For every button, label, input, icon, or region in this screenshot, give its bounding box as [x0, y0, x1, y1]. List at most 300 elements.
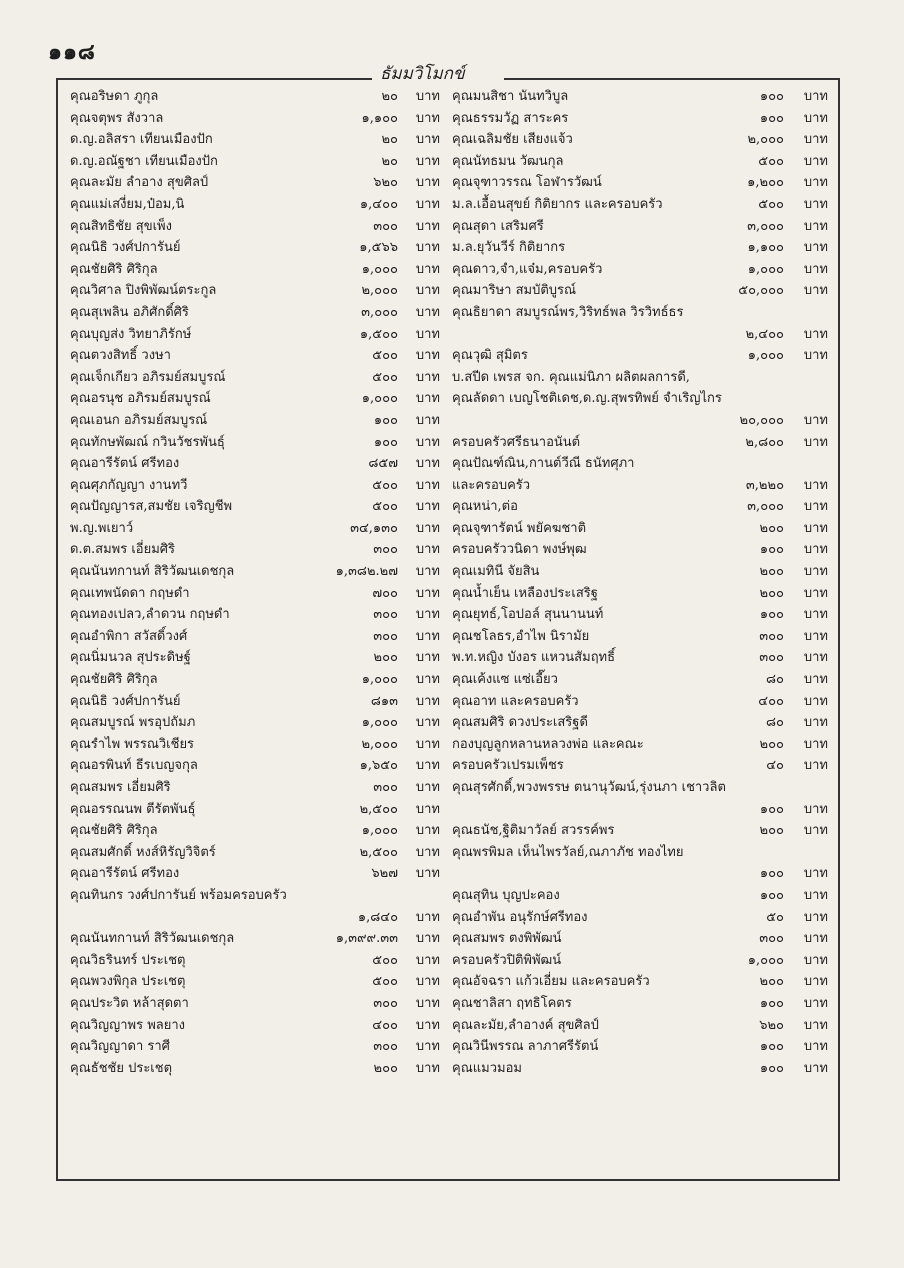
donation-amount: ๒๐๐	[373, 650, 398, 666]
donor-name: คุณมาริษา สมบัติบูรณ์	[452, 283, 577, 299]
currency-unit: บาท	[415, 1017, 440, 1033]
currency-unit: บาท	[803, 261, 828, 277]
donation-amount: ๒๐๐	[759, 974, 784, 990]
donation-amount: ๗๐๐	[372, 585, 398, 601]
currency-unit: บาท	[803, 607, 828, 623]
donation-amount: ๕๐	[766, 909, 784, 925]
currency-unit: บาท	[415, 844, 440, 860]
currency-unit: บาท	[803, 952, 828, 968]
donation-amount: ๒๐,๐๐๐	[739, 412, 784, 428]
donor-name: คุณสุดา เสริมศรี	[452, 218, 544, 234]
donor-name: คุณวุฒิ สุมิตร	[452, 348, 528, 364]
donor-row	[452, 172, 832, 194]
donor-row	[452, 259, 832, 281]
donation-amount: ๕๐๐	[372, 477, 398, 493]
donation-amount: ๑,๐๐๐	[361, 715, 398, 731]
currency-unit: บาท	[415, 823, 440, 839]
donor-name: คุณอารีรัตน์ ศรีทอง	[70, 866, 180, 882]
donor-row	[452, 129, 832, 151]
currency-unit: บาท	[415, 218, 440, 234]
donor-row	[70, 324, 440, 346]
currency-unit: บาท	[803, 412, 828, 428]
donation-amount: ๑,๑๐๐	[747, 240, 784, 256]
currency-unit: บาท	[803, 866, 828, 882]
running-header: ธัมมวิโมกข์	[380, 64, 465, 84]
donor-name: คุณธิยาดา สมบูรณ์พร,วิริทธ์พล วิรวิทธ์ธร	[452, 304, 684, 320]
currency-unit: บาท	[415, 153, 440, 169]
donor-name: คุณชัยศิริ ศิริกุล	[70, 823, 158, 839]
currency-unit: บาท	[415, 974, 440, 990]
currency-unit: บาท	[803, 564, 828, 580]
currency-unit: บาท	[803, 1017, 828, 1033]
donor-row	[70, 863, 440, 885]
donor-row	[70, 604, 440, 626]
donation-amount: ๓๔,๑๓๐	[350, 520, 398, 536]
donor-row	[70, 453, 440, 475]
currency-unit: บาท	[415, 801, 440, 817]
donor-row	[452, 432, 832, 454]
donor-name: คุณแม่เสงี่ยม,ป๋อม,นิ	[70, 196, 185, 212]
currency-unit: บาท	[803, 175, 828, 191]
donor-row	[452, 496, 832, 518]
currency-unit: บาท	[803, 110, 828, 126]
donor-row	[70, 172, 440, 194]
donor-name: คุณอำพิกา สวัสดิ์วงศ์	[70, 628, 188, 644]
currency-unit: บาท	[803, 1039, 828, 1055]
donor-row	[452, 475, 832, 497]
currency-unit: บาท	[803, 715, 828, 731]
donor-name: คุณตวงสิทธิ์ วงษา	[70, 348, 171, 364]
donation-amount: ๑,๐๐๐	[747, 261, 784, 277]
donation-amount: ๖๒๐	[759, 1017, 784, 1033]
donor-name: คุณวิญญาพร พลยาง	[70, 1017, 185, 1033]
currency-unit: บาท	[803, 153, 828, 169]
donor-name: คุณสมบูรณ์ พรอุปถัมภ	[70, 715, 196, 731]
donor-row	[70, 194, 440, 216]
currency-unit: บาท	[803, 628, 828, 644]
currency-unit: บาท	[803, 585, 828, 601]
donation-amount: ๓๐๐	[373, 780, 398, 795]
currency-unit: บาท	[415, 477, 440, 493]
currency-unit: บาท	[415, 261, 440, 277]
donation-amount: ๓๐๐	[373, 995, 398, 1011]
donor-row	[70, 950, 440, 972]
donor-row	[70, 410, 440, 432]
donor-name: คุณนัทธมน วัฒนกุล	[452, 153, 564, 169]
currency-unit: บาท	[415, 434, 440, 450]
donor-name: คุณสิทธิชัย สุขเพ็ง	[70, 218, 172, 234]
donor-row	[70, 432, 440, 454]
currency-unit: บาท	[415, 672, 440, 688]
donor-name: คุณนิ่มนวล สุประดิษฐ์	[70, 650, 191, 666]
donor-row	[452, 863, 832, 885]
donor-name: ครอบครัวปิติพิพัฒน์	[452, 952, 562, 968]
donor-name: คุณจุฑาวรรณ โอฬารวัฒน์	[452, 175, 602, 191]
donation-amount: ๒๐๐	[759, 564, 784, 580]
donor-name: คุณวิญญาดา ราศี	[70, 1039, 170, 1055]
donor-name: คุณบุญส่ง วิทยาภิรักษ์	[70, 326, 192, 342]
donor-name: คุณอรพินท์ ธีรเบญจกุล	[70, 758, 198, 774]
donor-row	[70, 108, 440, 130]
donor-name: คุณทักษพัฒณ์ กวินวัชรพันธุ์	[70, 434, 225, 450]
currency-unit: บาท	[415, 995, 440, 1011]
donation-amount: ๕๐๐	[758, 153, 784, 169]
currency-unit: บาท	[415, 456, 440, 472]
currency-unit: บาท	[803, 650, 828, 666]
donation-amount: ๒๐	[381, 89, 398, 104]
donor-row	[70, 1058, 440, 1080]
donation-amount: ๒๐๐	[759, 585, 784, 601]
donation-amount: ๒,๕๐๐	[359, 844, 398, 860]
donor-name: คุณนิธิ วงศ์ปการันย์	[70, 240, 181, 256]
currency-unit: บาท	[803, 283, 828, 299]
donor-name: คุณธัชชัย ประเชตุ	[70, 1060, 173, 1076]
donation-amount: ๒๐๐	[759, 736, 784, 752]
donation-amount: ๕๐๐	[372, 974, 398, 990]
donor-row	[452, 194, 832, 216]
donor-row	[452, 86, 832, 108]
donor-name: คุณสมพร เอี่ยมศิริ	[70, 780, 171, 795]
donation-amount: ๓,๒๒๐	[745, 477, 784, 493]
donor-row	[70, 129, 440, 151]
donation-amount: ๑๐๐	[759, 887, 784, 903]
donation-amount: ๕๐๐	[372, 499, 398, 515]
currency-unit: บาท	[803, 672, 828, 688]
currency-unit: บาท	[415, 715, 440, 731]
donation-amount: ๕๐๐	[372, 348, 398, 364]
currency-unit: บาท	[415, 89, 440, 104]
donor-row	[70, 993, 440, 1015]
donation-amount: ๑๐๐	[759, 1039, 784, 1055]
donor-name: คุณพรพิมล เห็นไพรวัลย์,ณภาภัช ทองไทย	[452, 844, 684, 860]
donor-name: คุณอรนุช อภิรมย์สมบูรณ์	[70, 391, 211, 407]
currency-unit: บาท	[415, 1039, 440, 1055]
donor-name: ครอบครัววนิดา พงษ์พุฒ	[452, 542, 587, 558]
donation-amount: ๑๐๐	[759, 866, 784, 882]
donor-name: คุณลัดดา เบญโชติเดช,ด.ญ.สุพรทิพย์ จำเริญไกร	[452, 391, 722, 407]
donation-amount: ๓๐๐	[373, 607, 398, 623]
currency-unit: บาท	[803, 434, 828, 450]
page-number: ๑๑๘	[48, 39, 96, 65]
currency-unit: บาท	[415, 628, 440, 644]
donor-row	[452, 734, 832, 756]
donor-row	[70, 237, 440, 259]
donor-name: คุณทองเปลว,ลำดวน กฤษดำ	[70, 607, 230, 623]
donor-name: คุณชาลิสา ฤทธิโคตร	[452, 995, 572, 1011]
donor-row	[70, 302, 440, 324]
donor-name: คุณเค้งแซ แซ่เอี๊ยว	[452, 672, 558, 688]
currency-unit: บาท	[803, 931, 828, 947]
donor-name: คุณแมวมอม	[452, 1060, 522, 1076]
donor-name: คุณน้ำเย็น เหลืองประเสริฐ	[452, 585, 598, 601]
donor-name: คุณอัจฉรา แก้วเอี่ยม และครอบครัว	[452, 974, 650, 990]
donor-name: คุณวิศาล ปิงพิพัฒน์ตระกูล	[70, 283, 217, 299]
donation-amount: ๓๐๐	[373, 218, 398, 234]
donation-amount: ๑,๐๐๐	[747, 952, 784, 968]
donor-name: คุณละมัย,ลำอางค์ สุขศิลป์	[452, 1017, 599, 1033]
donor-row	[70, 799, 440, 821]
currency-unit: บาท	[803, 542, 828, 558]
donation-amount: ๘๐	[766, 715, 784, 731]
donor-name: คุณมนสิชา นันทวิบูล	[452, 89, 569, 104]
donation-amount: ๓๐๐	[373, 1039, 398, 1055]
donation-amount: ๒๐	[381, 153, 398, 169]
donation-amount: ๒๐๐	[373, 1060, 398, 1076]
donor-row	[452, 885, 832, 907]
donation-amount: ๔๐	[766, 758, 784, 774]
currency-unit: บาท	[415, 110, 440, 126]
donor-name: คุณธรรมวัฏ สาระคร	[452, 110, 569, 126]
donation-amount: ๒๐	[381, 132, 398, 148]
donor-name: คุณเทพนัดดา กฤษดำ	[70, 585, 190, 601]
donor-row	[452, 1036, 832, 1058]
donation-amount: ๘๐	[766, 672, 784, 688]
donation-amount: ๕๐๐	[372, 952, 398, 968]
currency-unit: บาท	[803, 1060, 828, 1076]
donor-name: คุณชโลธร,อำไพ นิรามัย	[452, 628, 590, 644]
donor-row	[452, 345, 832, 367]
donor-name: คุณสมพร ตงพิพัฒน์	[452, 931, 562, 947]
donor-name: คุณชัยศิริ ศิริกุล	[70, 672, 158, 688]
donor-row	[70, 561, 440, 583]
donor-name: ด.ต.สมพร เอี่ยมศิริ	[70, 542, 176, 558]
donor-name: คุณจตุพร สังวาล	[70, 110, 164, 126]
donor-name: บ.สปีด เพรส จก. คุณแม่นิภา ผลิตผลการดี,	[452, 369, 690, 385]
donor-row	[452, 691, 832, 713]
currency-unit: บาท	[803, 477, 828, 493]
donor-row	[452, 518, 832, 540]
donor-row	[452, 755, 832, 777]
donation-amount: ๑,๖๕๐	[359, 758, 398, 774]
donor-name: คุณสุเพลิน อภิศักดิ์ศิริ	[70, 304, 189, 320]
donor-name: คุณสมศักดิ์ หงส์หิรัญวิจิตร์	[70, 844, 216, 860]
donor-row	[70, 367, 440, 389]
donation-amount: ๓,๐๐๐	[361, 304, 398, 320]
donor-row	[70, 971, 440, 993]
currency-unit: บาท	[803, 520, 828, 536]
donation-amount: ๓๐๐	[759, 931, 784, 947]
donor-name: คุณอารีรัตน์ ศรีทอง	[70, 456, 180, 472]
donor-name: คุณหน่า,ต่อ	[452, 499, 518, 515]
donor-name: คุณอำพัน อนุรักษ์ศรีทอง	[452, 909, 588, 925]
donor-row	[70, 1015, 440, 1037]
donor-name: คุณดาว,จำ,แจ๋ม,ครอบครัว	[452, 261, 603, 277]
donor-row	[452, 561, 832, 583]
currency-unit: บาท	[415, 693, 440, 709]
currency-unit: บาท	[803, 132, 828, 148]
donor-row	[70, 280, 440, 302]
donation-amount: ๑,๐๐๐	[361, 261, 398, 277]
donor-row	[70, 820, 440, 842]
donor-name: ม.ล.เอื้อนสุขย์ กิติยากร และครอบครัว	[452, 196, 663, 212]
donor-row	[452, 820, 832, 842]
donor-row	[70, 518, 440, 540]
donation-amount: ๑,๓๙๙.๓๓	[335, 931, 398, 947]
donation-amount: ๑๐๐	[759, 110, 784, 126]
donor-name: ด.ญ.อลิสรา เทียนเมืองปัก	[70, 132, 213, 148]
currency-unit: บาท	[803, 240, 828, 256]
donation-amount: ๑๐๐	[759, 89, 784, 104]
donation-amount: ๒,๔๐๐	[745, 326, 784, 342]
currency-unit: บาท	[803, 758, 828, 774]
currency-unit: บาท	[415, 369, 440, 385]
donor-list-left-column	[70, 86, 440, 1079]
donation-amount: ๑,๓๘๒.๒๗	[335, 564, 398, 580]
donor-row	[70, 842, 440, 864]
donor-row	[70, 907, 440, 929]
donor-name: คุณศุภกัญญา งานทวี	[70, 477, 188, 493]
currency-unit: บาท	[415, 326, 440, 342]
donation-amount: ๑๐๐	[759, 801, 784, 817]
currency-unit: บาท	[415, 412, 440, 428]
donor-name: คุณอาท และครอบครัว	[452, 693, 579, 709]
donor-name: ด.ญ.อณัฐชา เทียนเมืองปัก	[70, 153, 218, 169]
donation-amount: ๕๐๐	[758, 196, 784, 212]
donation-amount: ๑,๐๐๐	[747, 348, 784, 364]
currency-unit: บาท	[415, 196, 440, 212]
currency-unit: บาท	[803, 499, 828, 515]
donor-name: กองบุญลูกหลานหลวงพ่อ และคณะ	[452, 736, 644, 752]
currency-unit: บาท	[803, 196, 828, 212]
donor-row	[70, 734, 440, 756]
donor-row	[452, 842, 832, 864]
donor-name: คุณนันทกานท์ สิริวัฒนเดชกุล	[70, 564, 235, 580]
donor-row	[70, 885, 440, 907]
donor-name: คุณประวิต หล้าสุดตา	[70, 995, 189, 1011]
donation-amount: ๑๐๐	[759, 995, 784, 1011]
donation-amount: ๓,๐๐๐	[747, 499, 784, 515]
donation-amount: ๓๐๐	[759, 628, 784, 644]
donation-amount: ๒,๐๐๐	[361, 283, 398, 299]
donation-amount: ๓๐๐	[373, 628, 398, 644]
donation-amount: ๑,๐๐๐	[361, 823, 398, 839]
donation-amount: ๒๐๐	[759, 520, 784, 536]
currency-unit: บาท	[415, 931, 440, 947]
currency-unit: บาท	[415, 952, 440, 968]
donor-name: คุณนิธิ วงศ์ปการันย์	[70, 693, 181, 709]
donation-amount: ๘๕๗	[368, 456, 398, 472]
donor-row	[70, 539, 440, 561]
currency-unit: บาท	[415, 240, 440, 256]
donor-name: คุณรำไพ พรรณวิเชียร	[70, 736, 195, 752]
donation-amount: ๑,๒๐๐	[747, 175, 784, 191]
donor-name: คุณวิธรินทร์ ประเชตุ	[70, 952, 186, 968]
donor-row	[452, 1058, 832, 1080]
donation-amount: ๑,๐๐๐	[361, 672, 398, 688]
donor-name: คุณสมศิริ ดวงประเสริฐดี	[452, 715, 588, 731]
donor-name: พ.ท.หญิง บังอร แหวนสัมฤทธิ์	[452, 650, 616, 666]
currency-unit: บาท	[803, 995, 828, 1011]
donor-row	[452, 1015, 832, 1037]
donor-name: คุณทินกร วงศ์ปการันย์ พร้อมครอบครัว	[70, 887, 287, 903]
donor-row	[452, 626, 832, 648]
currency-unit: บาท	[803, 736, 828, 752]
donor-name: คุณปัณฑ์ณิน,กานต์วีณี ธนัทศุภา	[452, 456, 635, 472]
donor-list-right-column	[452, 86, 832, 1079]
donor-row	[452, 324, 832, 346]
donor-name: ม.ล.ยุวันวีร์ กิติยากร	[452, 240, 566, 256]
donor-row	[70, 388, 440, 410]
donor-name: พ.ญ.พเยาว์	[70, 520, 134, 536]
donor-name: คุณเฉลิมชัย เสียงแจ้ว	[452, 132, 573, 148]
donor-row	[70, 216, 440, 238]
donation-amount: ๕๐๐	[372, 369, 398, 385]
donor-row	[70, 475, 440, 497]
donor-row	[452, 539, 832, 561]
donation-amount: ๑๐๐	[759, 542, 784, 558]
donor-row	[452, 410, 832, 432]
donation-amount: ๑๐๐	[373, 434, 398, 450]
donor-row	[452, 928, 832, 950]
currency-unit: บาท	[803, 693, 828, 709]
donation-amount: ๑,๘๔๐	[357, 909, 398, 925]
currency-unit: บาท	[415, 866, 440, 882]
donation-amount: ๒,๐๐๐	[361, 736, 398, 752]
currency-unit: บาท	[415, 1060, 440, 1076]
donor-row	[70, 583, 440, 605]
donor-name: คุณเมทินี จัยสิน	[452, 564, 540, 580]
donor-name: คุณปัญญารส,สมชัย เจริญชีพ	[70, 499, 233, 515]
donation-amount: ๑,๐๐๐	[361, 391, 398, 407]
currency-unit: บาท	[415, 175, 440, 191]
donor-row	[70, 1036, 440, 1058]
donation-amount: ๑,๑๐๐	[361, 110, 398, 126]
currency-unit: บาท	[803, 348, 828, 364]
currency-unit: บาท	[803, 974, 828, 990]
currency-unit: บาท	[415, 780, 440, 795]
donation-amount: ๕๐,๐๐๐	[738, 283, 784, 299]
donation-amount: ๖๒๗	[371, 866, 398, 882]
donor-name: คุณชัยศิริ ศิริกุล	[70, 261, 158, 277]
currency-unit: บาท	[415, 758, 440, 774]
currency-unit: บาท	[803, 218, 828, 234]
donation-amount: ๑๐๐	[373, 412, 398, 428]
donor-name: คุณเจ็กเกียว อภิรมย์สมบูรณ์	[70, 369, 226, 385]
donor-row	[452, 216, 832, 238]
donor-row	[70, 259, 440, 281]
donor-row	[452, 907, 832, 929]
currency-unit: บาท	[415, 520, 440, 536]
currency-unit: บาท	[415, 304, 440, 320]
donor-row	[452, 388, 832, 410]
donor-row	[452, 950, 832, 972]
donor-row	[70, 345, 440, 367]
currency-unit: บาท	[415, 585, 440, 601]
donor-row	[70, 755, 440, 777]
currency-unit: บาท	[803, 887, 828, 903]
donor-name: คุณจุฑารัตน์ พยัคฆชาติ	[452, 520, 587, 536]
donation-amount: ๑,๔๐๐	[359, 196, 398, 212]
donor-name: ครอบครัวศรีธนาอนันต์	[452, 434, 581, 450]
donation-amount: ๑๐๐	[759, 607, 784, 623]
donor-name: คุณสุรศักดิ์,พวงพรรษ ตนานุวัฒน์,รุ่งนภา เชาวลิต	[452, 780, 726, 795]
donor-name: คุณอรรณนพ ตีรัตพันธุ์	[70, 801, 196, 817]
donor-row	[70, 496, 440, 518]
donor-row	[452, 302, 832, 324]
donor-row	[452, 604, 832, 626]
donor-name: และครอบครัว	[452, 477, 531, 493]
donor-row	[70, 777, 440, 799]
donor-row	[452, 280, 832, 302]
donor-name: คุณนันทกานท์ สิริวัฒนเดชกุล	[70, 931, 235, 947]
donor-row	[452, 799, 832, 821]
donor-name: คุณสุทิน บุญปะคอง	[452, 887, 560, 903]
donor-row	[452, 453, 832, 475]
currency-unit: บาท	[415, 348, 440, 364]
donor-row	[70, 86, 440, 108]
donor-row	[452, 777, 832, 799]
donation-amount: ๔๐๐	[758, 693, 784, 709]
